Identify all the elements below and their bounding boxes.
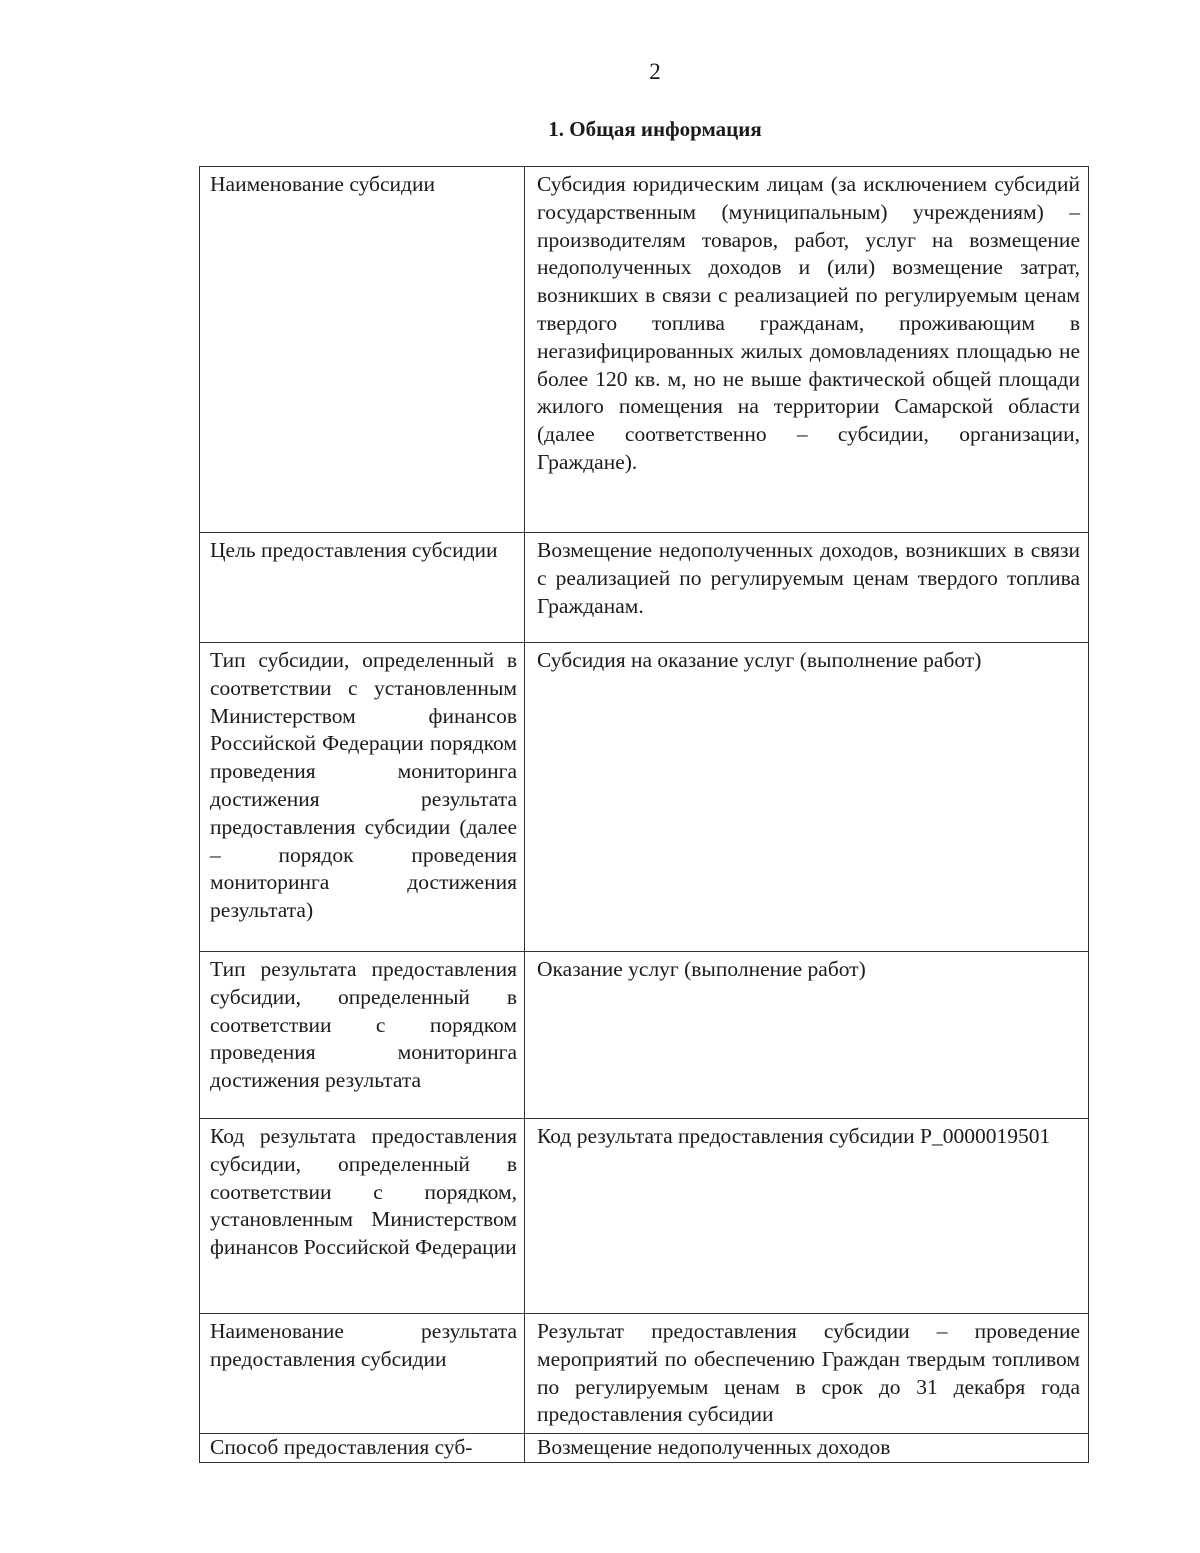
row-value-provision-method: Возмещение недополученных доходов [525, 1434, 1089, 1463]
table-row [200, 1119, 1089, 1314]
row-value-result-type: Оказание услуг (выполнение работ) [525, 952, 1089, 1119]
table-row [200, 533, 1089, 643]
row-label-subsidy-goal: Цель предоставления субсидии [200, 533, 525, 643]
row-label-provision-method: Способ предоставления суб- [200, 1434, 525, 1463]
table-row [200, 952, 1089, 1119]
row-value-result-code: Код результата предоставления субсидии P_0000019501 [525, 1119, 1089, 1314]
general-info-table [199, 166, 1089, 1463]
row-value-result-name: Результат предоставления субсидии – проведение мероприятий по обеспечению Граждан твердым топливом по регулируемым ценам в срок до 31 декабря года предоставления субсидии [525, 1314, 1089, 1434]
row-value-subsidy-type: Субсидия на оказание услуг (выполнение работ) [525, 643, 1089, 952]
row-value-subsidy-name: Субсидия юридическим лицам (за исключением субсидий государственным (муниципальным) учреждениям) – производителям товаров, работ, услуг на возмещение недополученных доходов и (или) возмещение затрат, возникших в связи с реализацией по регулируемым ценам твердого топлива гражданам, проживающим в негазифицированных жилых домовладениях площадью не более 120 кв. м, но не выше фактической общей площади жилого помещения на территории Самарской области (далее соответственно – субсидии, организации, Граждане). [525, 167, 1089, 533]
section-title: 1. Общая информация [548, 117, 762, 141]
row-value-subsidy-goal: Возмещение недополученных доходов, возникших в связи с реализацией по регулируемым ценам твердого топлива Гражданам. [525, 533, 1089, 643]
table-row [200, 1434, 1089, 1463]
row-label-subsidy-name: Наименование субсидии [200, 167, 525, 533]
table-row [200, 167, 1089, 533]
table-row [200, 643, 1089, 952]
row-label-subsidy-type: Тип субсидии, определенный в соответствии с установленным Министерством финансов Российской Федерации порядком проведения мониторинга достижения результата предоставления субсидии (далее – порядок проведения мониторинга достижения результата) [200, 643, 525, 952]
page-number: 2 [649, 59, 661, 84]
row-label-result-type: Тип результата предоставления субсидии, определенный в соответствии с порядком проведения мониторинга достижения результата [200, 952, 525, 1119]
row-label-result-code: Код результата предоставления субсидии, определенный в соответствии с порядком, установленным Министерством финансов Российской Федерации [200, 1119, 525, 1314]
table-row [200, 1314, 1089, 1434]
row-label-result-name: Наименование результата предоставления субсидии [200, 1314, 525, 1434]
